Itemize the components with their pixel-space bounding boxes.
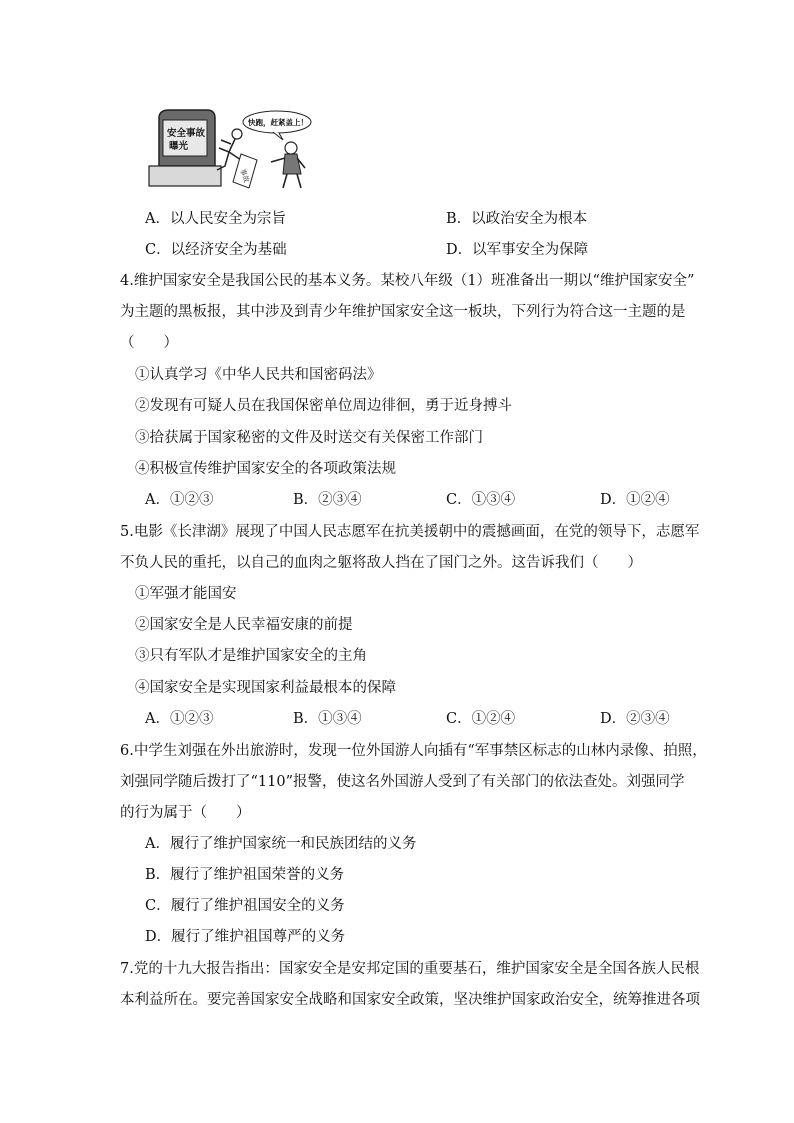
q4-item-3: ③拾获属于国家秘密的文件及时送交有关保密工作部门 — [135, 430, 483, 446]
q6-option-c: C．履行了维护祖国安全的义务 — [145, 898, 345, 914]
q4-item-1: ①认真学习《中华人民共和国密码法》 — [135, 367, 382, 383]
q6-stem-line-3: 的行为属于（ ） — [120, 805, 251, 821]
cartoon-illustration — [145, 108, 313, 192]
q5-item-2: ②国家安全是人民幸福安康的前提 — [135, 617, 353, 633]
cartoon-paper-text: 事故 — [238, 167, 251, 184]
q5-item-1: ①军强才能国安 — [135, 586, 237, 602]
cartoon-box-text-1: 安全事故 — [167, 128, 206, 139]
q5-option-c: C．①②④ — [446, 711, 516, 727]
q6-option-b: B．履行了维护祖国荣誉的义务 — [145, 867, 345, 883]
q4-stem-line-1: 4.维护国家安全是我国公民的基本义务。某校八年级（1）班准备出一期以“维护国家安全” — [120, 273, 695, 289]
q3-option-b: B．以政治安全为根本 — [446, 211, 588, 227]
q5-option-d: D．②③④ — [600, 711, 670, 727]
q3-option-c: C．以经济安全为基础 — [145, 242, 287, 258]
cartoon-speech-text: 快跑，赶紧盖上！ — [248, 118, 308, 127]
q6-option-a: A．履行了维护国家统一和民族团结的义务 — [145, 836, 417, 852]
q4-option-a: A．①②③ — [145, 492, 214, 508]
q6-stem-line-1: 6.中学生刘强在外出旅游时，发现一位外国游人向插有“军事禁区标志的山林内录像、拍照， — [120, 743, 707, 759]
q5-stem-line-1: 5.电影《长津湖》展现了中国人民志愿军在抗美援朝中的震撼画面，在党的领导下，志愿军 — [120, 524, 700, 540]
q4-option-d: D．①②④ — [600, 492, 670, 508]
q3-option-d: D．以军事安全为保障 — [446, 242, 589, 258]
q4-item-2: ②发现有可疑人员在我国保密单位周边徘徊，勇于近身搏斗 — [135, 398, 512, 414]
q4-stem-line-3: （ ） — [120, 335, 178, 351]
q4-item-4: ④积极宣传维护国家安全的各项政策法规 — [135, 461, 396, 477]
q3-option-a: A．以人民安全为宗旨 — [145, 211, 286, 227]
q5-option-b: B．①③④ — [293, 711, 362, 727]
cartoon-box-text-2: 曝光 — [169, 141, 189, 152]
q7-stem-line-1: 7.党的十九大报告指出：国家安全是安邦定国的重要基石，维护国家安全是全国各族人民根 — [120, 961, 700, 977]
q5-stem-line-2: 不负人民的重托，以自己的血肉之躯将敌人挡在了国门之外。这告诉我们（ ） — [120, 555, 642, 571]
q6-stem-line-2: 刘强同学随后拨打了“110”报警，使这名外国游人受到了有关部门的依法查处。刘强同学 — [120, 774, 685, 790]
q5-item-4: ④国家安全是实现国家利益最根本的保障 — [135, 680, 396, 696]
q4-option-c: C．①③④ — [446, 492, 516, 508]
q7-stem-line-2: 本利益所在。要完善国家安全战略和国家安全政策，坚决维护国家政治安全，统筹推进各项 — [120, 992, 700, 1008]
q4-stem-line-2: 为主题的黑板报，其中涉及到青少年维护国家安全这一板块，下列行为符合这一主题的是 — [120, 304, 686, 320]
q4-option-b: B．②③④ — [293, 492, 362, 508]
q5-item-3: ③只有军队才是维护国家安全的主角 — [135, 648, 367, 664]
q5-option-a: A．①②③ — [145, 711, 214, 727]
q6-option-d: D．履行了维护祖国尊严的义务 — [145, 929, 346, 945]
